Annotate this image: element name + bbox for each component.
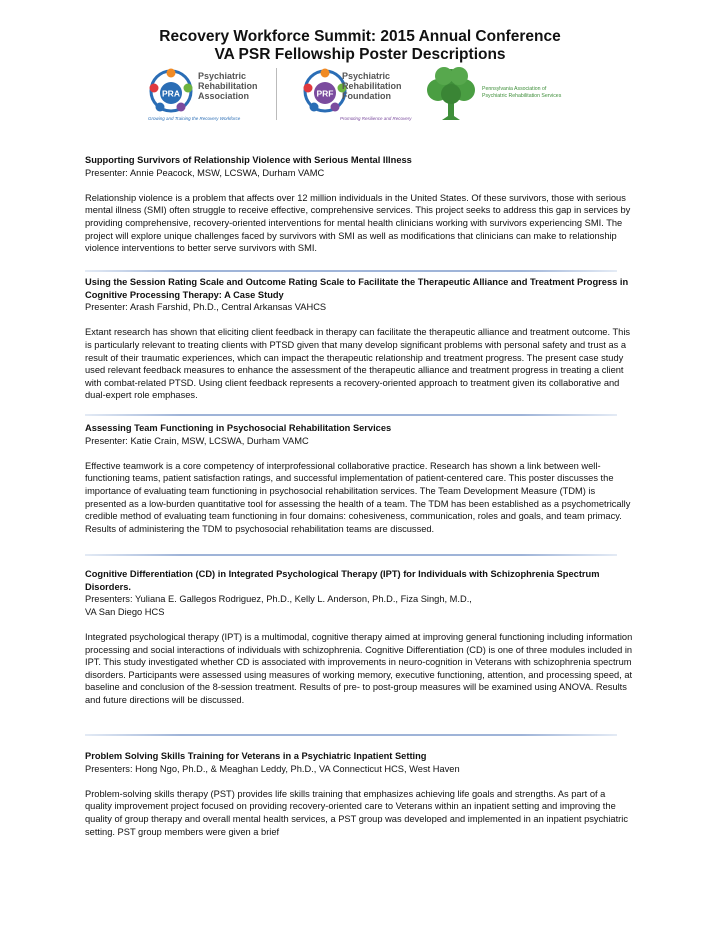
section-presenters: Presenter: Annie Peacock, MSW, LCSWA, Durham VAMC <box>85 167 325 178</box>
prf-logo <box>300 64 420 126</box>
section-body: Effective teamwork is a core competency of interprofessional collaborative practice. Research has shown a link between well-functioning teams, patient satisfaction ratings, and successful implementation of patient-centered care. This poster discusses the importance of evaluating team functioning in psychosocial rehabilitation services. The Team Development Measure (TDM) is presented as a low-burden quantitative tool for assessing the health of a team. The TDM has been established as a psychometrically credible method of evaluating team functioning in four domains: cohesiveness, communication, roles and goals, and team primacy. Results of administering the TDM to psychosocial rehabilitation teams are discussed. <box>85 460 631 534</box>
section-presenters: Presenter: Arash Farshid, Ph.D., Central Arkansas VAHCS <box>85 302 327 313</box>
logo-divider <box>276 68 277 120</box>
pra-tagline: Growing and Training the Recovery Workforce <box>148 116 241 121</box>
section-title: Using the Session Rating Scale and Outcome Rating Scale to Facilitate the Therapeutic Alliance and Treatment Progress in Cognitive Processing Therapy: A Case Study <box>85 277 629 300</box>
poster-section-2 <box>85 276 633 402</box>
poster-section-3 <box>85 422 633 535</box>
section-body: Problem-solving skills therapy (PST) provides life skills training that emphasizes achieving life goals and strengths. As part of a quality improvement project focused on providing recovery-oriented care to Veterans within an inpatient setting and improving the quality of group therapy and overall mental health services, a PST group was developed and implemented in an inpatient psychiatric setting. PST group members were given a brief <box>85 788 628 837</box>
section-body: Integrated psychological therapy (IPT) is a multimodal, cognitive therapy aimed at improving general functioning including information processing and social interactions of individuals with schizophrenia. Cognitive Differentiation (CD) is one of three modules included in IPT. This study investigated whether CD is associated with improvements in neuro-cognition in Veterans with schizophrenia spectrum disorders. Participants were assessed using measures of working memory, executive functioning, attention, and processing speed, at baseline and conclusion of the 8-session treatment. Results of pre- to post-group measures will be examined using ANOVA. Results and future directions will be discussed. <box>85 631 633 705</box>
section-title: Supporting Survivors of Relationship Violence with Serious Mental Illness <box>85 155 412 165</box>
prf-name: Psychiatric Rehabilitation Foundation <box>342 71 402 101</box>
pra-initials: PRA <box>162 88 180 99</box>
prf-initials: PRF <box>316 88 334 99</box>
prf-tagline: Promoting Resilience and Recovery <box>340 116 412 121</box>
section-presenters: Presenter: Katie Crain, MSW, LCSWA, Durham VAMC <box>85 435 309 446</box>
section-divider <box>85 734 617 736</box>
document-subtitle: VA PSR Fellowship Poster Descriptions <box>214 46 506 63</box>
section-body: Relationship violence is a problem that affects over 12 million individuals in the United States. Of these survivors, those with serious mental illness (SMI) often struggle to receive effective, comprehensive services. This project seeks to address this gap in services by providing comprehensive, recovery-oriented interventions for mental health clinicians working with survivors experiencing SMI. The project will explore unique challenges faced by survivors with SMI as well as modifications that clinicians can make to relationship violence interventions to better serve survivors with SMI. <box>85 192 631 254</box>
paprs-logo <box>422 64 572 126</box>
tree-icon <box>422 64 480 126</box>
section-title: Assessing Team Functioning in Psychosocial Rehabilitation Services <box>85 423 392 433</box>
section-title: Cognitive Differentiation (CD) in Integrated Psychological Therapy (IPT) for Individuals with Schizophrenia Spectrum Disorders. <box>85 569 600 592</box>
section-divider <box>85 554 617 556</box>
poster-section-5 <box>85 750 633 838</box>
poster-section-4 <box>85 568 633 707</box>
document-title: Recovery Workforce Summit: 2015 Annual Conference <box>159 28 561 45</box>
section-divider <box>85 270 617 272</box>
section-title: Problem Solving Skills Training for Veterans in a Psychiatric Inpatient Setting <box>85 751 427 761</box>
section-presenters-affiliation: VA San Diego HCS <box>85 606 165 617</box>
sponsor-logos <box>0 64 720 126</box>
pra-name: Psychiatric Rehabilitation Association <box>198 71 258 101</box>
section-divider <box>85 414 617 416</box>
section-body: Extant research has shown that eliciting client feedback in therapy can facilitate the therapeutic alliance and treatment outcome. This is particularly relevant to treating clients with PTSD given that many develop significant problems with personal safety and trust as a result of their traumatic experiences, which can impact the therapeutic relationship and treatment progress. The present case study used relevant feedback measures to enhance the assessment of the therapeutic alliance and treatment progress in treating a client with combat-related PTSD. Using client feedback represents a recovery-oriented approach to treatment given its collaborative and dual-expert role emphases. <box>85 327 631 401</box>
paprs-name: Pennsylvania Association of Psychiatric Rehabilitation Services <box>482 86 562 99</box>
pra-logo <box>146 64 268 126</box>
section-presenters: Presenters: Hong Ngo, Ph.D., & Meaghan Leddy, Ph.D., VA Connecticut HCS, West Haven <box>85 763 460 774</box>
pra-emblem-icon <box>146 66 196 116</box>
section-presenters: Presenters: Yuliana E. Gallegos Rodriguez, Ph.D., Kelly L. Anderson, Ph.D., Fiza Singh, M.D., <box>85 594 472 605</box>
poster-section-1 <box>85 154 633 255</box>
